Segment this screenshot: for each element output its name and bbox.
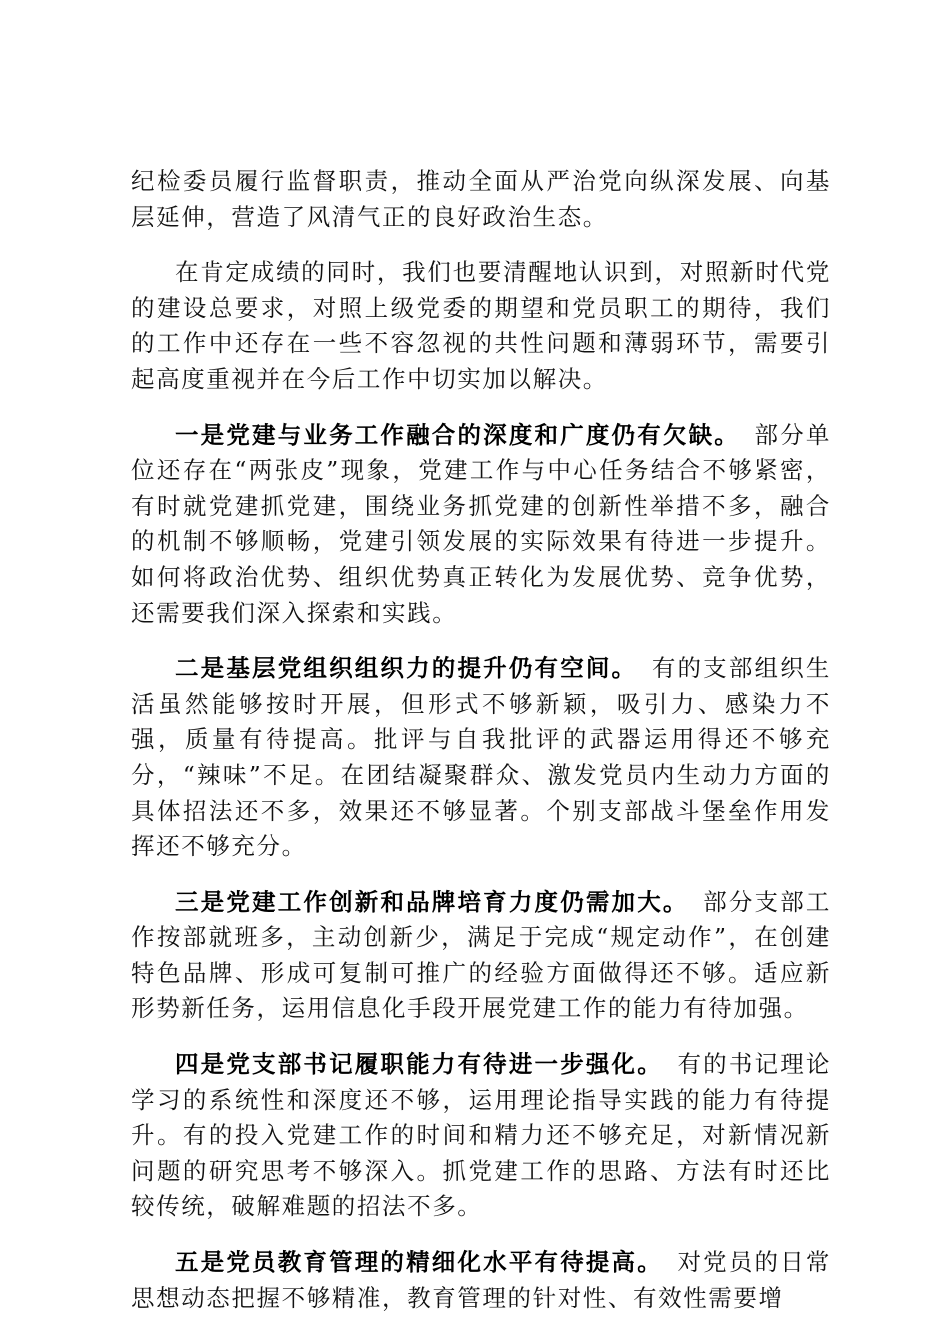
issue-heading: 五是党员教育管理的精细化水平有待提高。: [175, 1248, 663, 1277]
paragraph-text: 纪检委员履行监督职责，推动全面从严治党向纵深发展、向基层延伸，营造了风清气正的良好政治生态。: [131, 167, 831, 231]
paragraph-text: 有的支部组织生活虽然能够按时开展，但形式不够新颖，吸引力、感染力不强，质量有待提高。批评与自我批评的武器运用得还不够充分，“辣味”不足。在团结凝聚群众、激发党员内生动力方面的具体招法还不多，效果还不够显著。个别支部战斗堡垒作用发挥还不够充分。: [131, 654, 831, 861]
paragraph-text: 在肯定成绩的同时，我们也要清醒地认识到，对照新时代党的建设总要求，对照上级党委的期望和党员职工的期待，我们的工作中还存在一些不容忽视的共性问题和薄弱环节，需要引起高度重视并在今后工作中切实加以解决。: [131, 258, 831, 393]
issue-heading: 三是党建工作创新和品牌培育力度仍需加大。: [175, 887, 689, 916]
paragraph-text: 部分支部工作按部就班多，主动创新少，满足于完成“规定动作”，在创建特色品牌、形成可复制可推广的经验方面做得还不够。适应新形势新任务，运用信息化手段开展党建工作的能力有待加强。: [131, 887, 832, 1023]
paragraph-summary: [131, 255, 831, 397]
paragraph-text: 有的书记理论学习的系统性和深度还不够，运用理论指导实践的能力有待提升。有的投入党建工作的时间和精力还不够充足，对新情况新问题的研究思考不够深入。抓党建工作的思路、方法有时还比较传统，破解难题的招法不多。: [131, 1050, 831, 1221]
paragraph-issue-4: [131, 1047, 831, 1225]
paragraph-continued: [131, 164, 831, 235]
paragraph-text: 部分单位还存在“两张皮”现象，党建工作与中心任务结合不够紧密，有时就党建抓党建，围绕业务抓党建的创新性举措不多，融合的机制不够顺畅，党建引领发展的实际效果有待进一步提升。如何将政治优势、组织优势真正转化为发展优势、竞争优势，还需要我们深入探索和实践。: [131, 420, 831, 627]
paragraph-issue-1: [131, 418, 831, 632]
document-body: [131, 164, 831, 1336]
issue-heading: 四是党支部书记履职能力有待进一步强化。: [175, 1050, 663, 1079]
paragraph-issue-3: [131, 885, 831, 1027]
paragraph-issue-2: [131, 651, 831, 865]
issue-heading: 二是基层党组织组织力的提升仍有空间。: [175, 654, 638, 683]
paragraph-text: 对党员的日常思想动态把握不够精准，教育管理的针对性、有效性需要增: [131, 1248, 831, 1312]
paragraph-issue-5: [131, 1245, 831, 1316]
issue-heading: 一是党建与业务工作融合的深度和广度仍有欠缺。: [175, 420, 740, 449]
